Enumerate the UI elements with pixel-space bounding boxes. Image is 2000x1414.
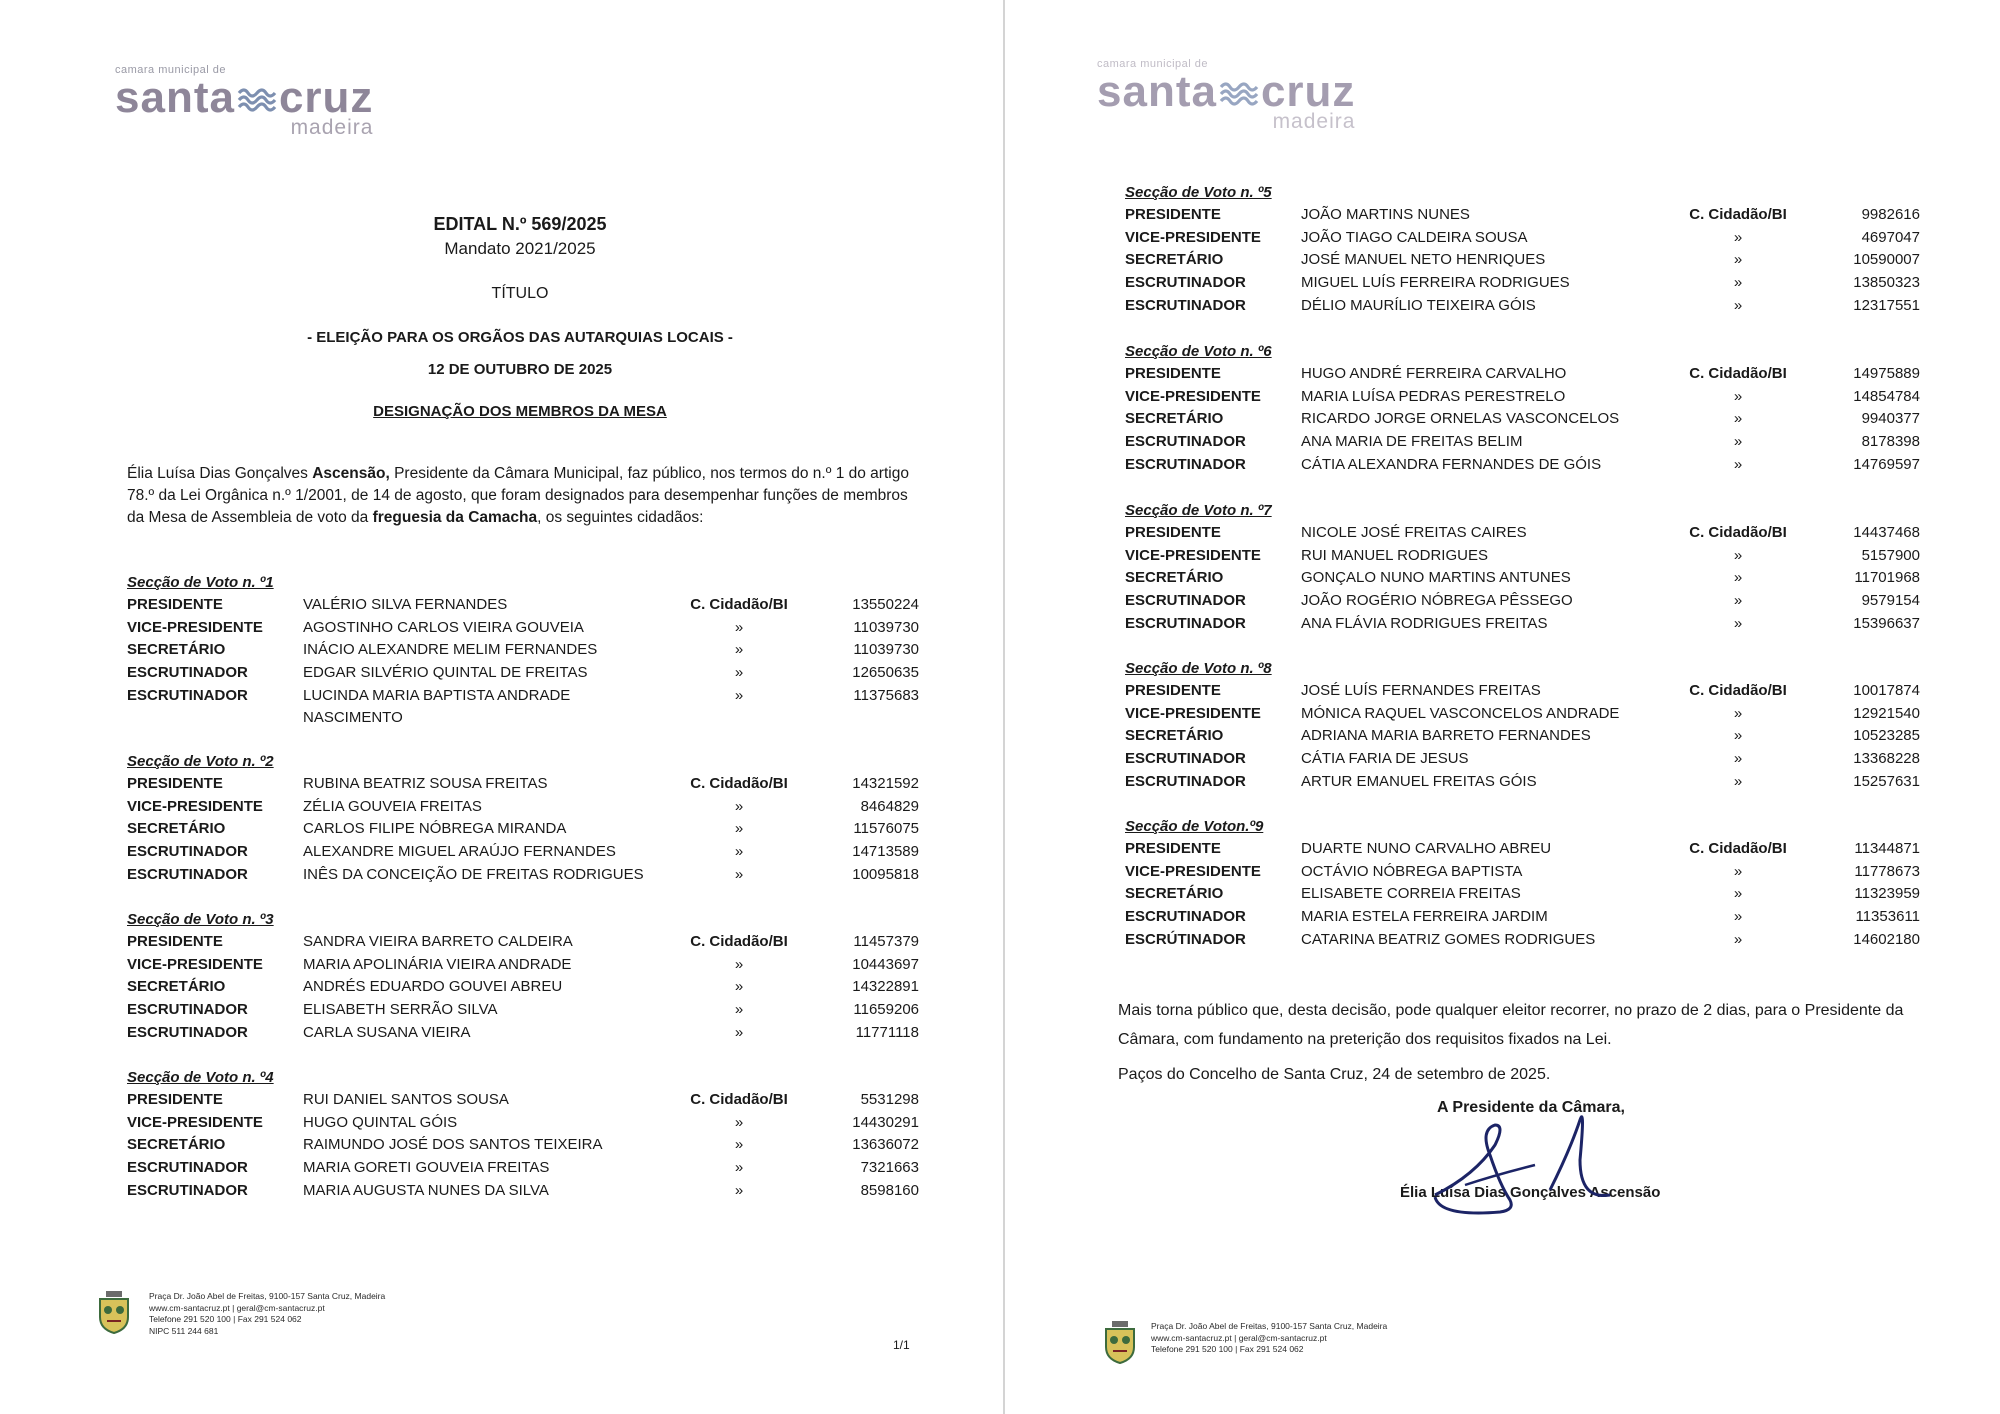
member-role: VICE-PRESIDENTE bbox=[127, 618, 263, 636]
logo-tagline: camara municipal de bbox=[1097, 58, 1208, 70]
footer-phone-fax: Telefone 291 520 100 | Fax 291 524 062 bbox=[149, 1314, 302, 1324]
member-role: PRESIDENTE bbox=[127, 1091, 223, 1108]
member-id-number: 11576075 bbox=[853, 820, 919, 838]
member-role: PRESIDENTE bbox=[127, 933, 223, 950]
member-doc-type: » bbox=[1733, 274, 1743, 292]
member-role: ESCRÚTINADOR bbox=[1125, 930, 1246, 948]
member-id-number: 10523285 bbox=[1853, 727, 1920, 745]
member-name: MARIA GORETI GOUVEIA FREITAS bbox=[303, 1159, 550, 1177]
member-row bbox=[127, 639, 919, 662]
member-name: ARTUR EMANUEL FREITAS GÓIS bbox=[1301, 772, 1537, 790]
member-id-number: 14430291 bbox=[852, 1113, 919, 1131]
member-role: PRESIDENTE bbox=[1125, 206, 1221, 223]
member-row bbox=[1125, 386, 1920, 409]
member-row bbox=[1125, 838, 1920, 861]
footer-web-email: www.cm-santacruz.pt | geral@cm-santacruz.pt bbox=[149, 1302, 325, 1313]
section-title: Secção de Voton.º9 bbox=[1125, 818, 1264, 835]
member-id-number: 13636072 bbox=[852, 1136, 919, 1154]
member-doc-type: » bbox=[1733, 862, 1743, 880]
intro-text-2: , os seguintes cidadãos: bbox=[537, 509, 704, 526]
member-role: ESCRUTINADOR bbox=[1125, 433, 1246, 451]
member-id-number: 14854784 bbox=[1853, 387, 1920, 405]
footer-phone-fax: Telefone 291 520 100 | Fax 291 524 062 bbox=[1151, 1344, 1304, 1354]
member-role: VICE-PRESIDENTE bbox=[1125, 546, 1261, 564]
member-id-number: 9579154 bbox=[1861, 592, 1920, 610]
member-role: ESCRUTINADOR bbox=[127, 1023, 248, 1041]
member-role: VICE-PRESIDENTE bbox=[1125, 704, 1261, 722]
member-role: PRESIDENTE bbox=[1125, 840, 1221, 857]
member-id-number: 7321663 bbox=[860, 1159, 919, 1177]
member-name: CATARINA BEATRIZ GOMES RODRIGUES bbox=[1301, 930, 1596, 948]
member-doc-type: » bbox=[1733, 908, 1743, 926]
member-id-number: 13850323 bbox=[1853, 274, 1920, 292]
member-id-number: 11771118 bbox=[855, 1023, 919, 1041]
member-doc-type: » bbox=[1733, 885, 1743, 903]
member-name: ANA FLÁVIA RODRIGUES FREITAS bbox=[1301, 614, 1548, 632]
member-role: SECRETÁRIO bbox=[1125, 251, 1224, 269]
member-role: SECRETÁRIO bbox=[127, 641, 226, 659]
member-name: OCTÁVIO NÓBREGA BAPTISTA bbox=[1301, 862, 1523, 880]
section-title: Secção de Voto n. º2 bbox=[127, 753, 274, 770]
member-row bbox=[127, 662, 919, 685]
member-row bbox=[1125, 408, 1920, 431]
member-id-number: 11701968 bbox=[1854, 569, 1920, 587]
logo-brand-left: santa bbox=[115, 73, 235, 122]
member-doc-type: C. Cidadão/BI bbox=[1689, 524, 1787, 541]
member-name: JOSÉ LUÍS FERNANDES FREITAS bbox=[1301, 682, 1541, 699]
member-id-number: 11039730 bbox=[853, 618, 919, 636]
member-id-number: 5531298 bbox=[860, 1091, 919, 1108]
member-doc-type: » bbox=[734, 1023, 744, 1041]
member-role: ESCRUTINADOR bbox=[1125, 274, 1246, 292]
section-title: Secção de Voto n. º8 bbox=[1125, 660, 1272, 677]
member-id-number: 5157900 bbox=[1861, 546, 1920, 564]
section-title: Secção de Voto n. º6 bbox=[1125, 343, 1272, 360]
member-doc-type: » bbox=[734, 618, 744, 636]
municipality-logo bbox=[115, 64, 373, 140]
member-row bbox=[127, 1157, 919, 1180]
member-row bbox=[1125, 861, 1920, 884]
member-id-number: 12921540 bbox=[1853, 704, 1920, 722]
intro-paragraph bbox=[127, 463, 927, 529]
member-id-number: 14321592 bbox=[852, 775, 919, 792]
member-doc-type: » bbox=[1733, 410, 1743, 428]
member-name: HUGO ANDRÉ FERREIRA CARVALHO bbox=[1301, 365, 1567, 382]
member-name: CARLOS FILIPE NÓBREGA MIRANDA bbox=[303, 820, 567, 838]
member-id-number: 11778673 bbox=[1854, 862, 1920, 880]
member-id-number: 11353611 bbox=[1855, 908, 1920, 926]
logo-brand-right: cruz bbox=[1260, 67, 1356, 116]
member-role: SECRETÁRIO bbox=[1125, 410, 1224, 428]
member-row bbox=[127, 773, 919, 796]
member-role: SECRETÁRIO bbox=[1125, 727, 1224, 745]
member-row bbox=[1125, 431, 1920, 454]
member-name: SANDRA VIEIRA BARRETO CALDEIRA bbox=[303, 933, 573, 950]
voting-section-2 bbox=[127, 751, 919, 886]
voting-section-5 bbox=[1125, 182, 1920, 317]
member-name: JOÃO TIAGO CALDEIRA SOUSA bbox=[1301, 228, 1528, 246]
member-doc-type: » bbox=[1733, 251, 1743, 269]
waves-icon bbox=[1219, 79, 1259, 109]
member-role: ESCRUTINADOR bbox=[127, 1181, 248, 1199]
member-name: JOÃO MARTINS NUNES bbox=[1301, 206, 1470, 223]
section-title: Secção de Voto n. º1 bbox=[127, 574, 274, 591]
member-role: SECRETÁRIO bbox=[127, 1136, 226, 1154]
member-doc-type: » bbox=[1733, 772, 1743, 790]
member-role: SECRETÁRIO bbox=[127, 820, 226, 838]
member-doc-type: C. Cidadão/BI bbox=[1689, 206, 1787, 223]
member-id-number: 11375683 bbox=[853, 686, 919, 704]
member-doc-type: C. Cidadão/BI bbox=[690, 596, 788, 613]
member-doc-type: » bbox=[1733, 727, 1743, 745]
member-name: DÉLIO MAURÍLIO TEIXEIRA GÓIS bbox=[1301, 296, 1536, 314]
section-title: Secção de Voto n. º7 bbox=[1125, 502, 1272, 519]
mandate: Mandato 2021/2025 bbox=[444, 239, 596, 258]
member-id-number: 13368228 bbox=[1853, 750, 1920, 768]
member-row bbox=[127, 594, 919, 617]
voting-section-8 bbox=[1125, 658, 1920, 793]
member-role: ESCRUTINADOR bbox=[1125, 296, 1246, 314]
election-date: 12 DE OUTUBRO DE 2025 bbox=[427, 361, 613, 378]
member-row bbox=[127, 796, 919, 819]
logo-region: madeira bbox=[1272, 110, 1356, 133]
member-doc-type: C. Cidadão/BI bbox=[690, 1091, 788, 1108]
member-id-number: 14322891 bbox=[852, 978, 919, 996]
member-name: INÁCIO ALEXANDRE MELIM FERNANDES bbox=[303, 641, 598, 659]
member-name: CÁTIA ALEXANDRA FERNANDES DE GÓIS bbox=[1301, 455, 1602, 473]
member-row bbox=[1125, 771, 1920, 794]
member-doc-type: » bbox=[734, 664, 744, 682]
member-doc-type: » bbox=[734, 865, 744, 883]
member-doc-type: » bbox=[734, 843, 744, 861]
member-role: ESCRUTINADOR bbox=[1125, 592, 1246, 610]
member-id-number: 14975889 bbox=[1853, 365, 1920, 382]
member-role: PRESIDENTE bbox=[1125, 524, 1221, 541]
member-name: CÁTIA FARIA DE JESUS bbox=[1301, 750, 1469, 768]
member-id-number: 8178398 bbox=[1861, 433, 1920, 451]
section-title: Secção de Voto n. º3 bbox=[127, 911, 274, 928]
member-name: AGOSTINHO CARLOS VIEIRA GOUVEIA bbox=[303, 618, 584, 636]
member-doc-type: C. Cidadão/BI bbox=[690, 775, 788, 792]
member-name: MARIA AUGUSTA NUNES DA SILVA bbox=[303, 1181, 549, 1199]
member-id-number: 11659206 bbox=[853, 1001, 919, 1019]
member-row bbox=[127, 1180, 919, 1203]
member-row bbox=[1125, 227, 1920, 250]
member-row bbox=[127, 931, 919, 954]
voting-section-9 bbox=[1125, 816, 1920, 951]
member-role: VICE-PRESIDENTE bbox=[127, 797, 263, 815]
member-name: ELISABETH SERRÃO SILVA bbox=[303, 1001, 498, 1019]
member-id-number: 11039730 bbox=[853, 641, 919, 659]
member-name: MARIA APOLINÁRIA VIEIRA ANDRADE bbox=[303, 955, 572, 973]
member-name: EDGAR SILVÉRIO QUINTAL DE FREITAS bbox=[303, 664, 588, 682]
member-role: ESCRUTINADOR bbox=[1125, 455, 1246, 473]
member-row bbox=[1125, 522, 1920, 545]
logo-brand-left: santa bbox=[1097, 67, 1217, 116]
waves-icon bbox=[237, 85, 277, 115]
member-name: NICOLE JOSÉ FREITAS CAIRES bbox=[1301, 524, 1527, 541]
member-id-number: 12317551 bbox=[1853, 296, 1920, 314]
member-doc-type: » bbox=[734, 1136, 744, 1154]
member-row bbox=[1125, 567, 1920, 590]
member-id-number: 15396637 bbox=[1853, 614, 1920, 632]
logo-brand-right: cruz bbox=[278, 73, 374, 122]
logo-tagline: camara municipal de bbox=[115, 64, 226, 76]
member-id-number: 4697047 bbox=[1861, 228, 1920, 246]
member-role: VICE-PRESIDENTE bbox=[1125, 862, 1261, 880]
member-id-number: 10590007 bbox=[1853, 251, 1920, 269]
edital-number: EDITAL N.º 569/2025 bbox=[433, 214, 607, 234]
member-id-number: 14602180 bbox=[1853, 930, 1920, 948]
member-doc-type: » bbox=[1733, 296, 1743, 314]
member-role: ESCRUTINADOR bbox=[127, 865, 248, 883]
member-role: VICE-PRESIDENTE bbox=[1125, 387, 1261, 405]
member-name: ELISABETE CORREIA FREITAS bbox=[1301, 885, 1521, 903]
member-row bbox=[127, 954, 919, 977]
intro-name-first: Élia Luísa Dias Gonçalves bbox=[127, 465, 313, 482]
member-row bbox=[1125, 929, 1920, 952]
member-doc-type: C. Cidadão/BI bbox=[1689, 840, 1787, 857]
member-role: PRESIDENTE bbox=[1125, 365, 1221, 382]
member-row bbox=[1125, 703, 1920, 726]
member-role: SECRETÁRIO bbox=[127, 978, 226, 996]
member-name: MIGUEL LUÍS FERREIRA RODRIGUES bbox=[1301, 274, 1570, 292]
member-name: MÓNICA RAQUEL VASCONCELOS ANDRADE bbox=[1301, 704, 1620, 722]
footer-contact bbox=[149, 1291, 385, 1337]
member-row bbox=[1125, 590, 1920, 613]
page-number: 1/1 bbox=[893, 1338, 910, 1352]
member-doc-type: » bbox=[1733, 387, 1743, 405]
member-row bbox=[1125, 680, 1920, 703]
member-id-number: 10443697 bbox=[852, 955, 919, 973]
designation-heading: DESIGNAÇÃO DOS MEMBROS DA MESA bbox=[373, 403, 667, 420]
document-header bbox=[300, 214, 740, 420]
member-name: GONÇALO NUNO MARTINS ANTUNES bbox=[1301, 569, 1571, 587]
member-id-number: 15257631 bbox=[1853, 772, 1920, 790]
member-row bbox=[127, 841, 919, 864]
closing-notice: Mais torna público que, desta decisão, pode qualquer eleitor recorrer, no prazo de 2 dias, para o Presidente da Câmara, com fundamento na preterição dos requisitos fixados na Lei. bbox=[1118, 1002, 1904, 1048]
member-id-number: 8598160 bbox=[860, 1181, 919, 1199]
member-role: SECRETÁRIO bbox=[1125, 569, 1224, 587]
member-role: ESCRUTINADOR bbox=[127, 686, 248, 704]
member-role: PRESIDENTE bbox=[127, 775, 223, 792]
member-doc-type: » bbox=[1733, 614, 1743, 632]
member-doc-type: » bbox=[734, 1181, 744, 1199]
voting-section-7 bbox=[1125, 500, 1920, 635]
member-row bbox=[1125, 454, 1920, 477]
member-role: ESCRUTINADOR bbox=[1125, 772, 1246, 790]
member-role: VICE-PRESIDENTE bbox=[127, 955, 263, 973]
member-doc-type: » bbox=[1733, 546, 1743, 564]
member-name: RUI MANUEL RODRIGUES bbox=[1301, 546, 1488, 564]
voting-section-6 bbox=[1125, 341, 1920, 476]
member-row bbox=[1125, 883, 1920, 906]
member-doc-type: » bbox=[1733, 569, 1743, 587]
member-id-number: 11344871 bbox=[1854, 840, 1920, 857]
member-row bbox=[127, 1089, 919, 1112]
member-doc-type: » bbox=[734, 1159, 744, 1177]
member-doc-type: » bbox=[1733, 704, 1743, 722]
member-id-number: 10095818 bbox=[852, 865, 919, 883]
member-row bbox=[1125, 204, 1920, 227]
member-id-number: 14713589 bbox=[852, 843, 919, 861]
member-name: VALÉRIO SILVA FERNANDES bbox=[303, 596, 508, 613]
member-row bbox=[1125, 363, 1920, 386]
member-id-number: 9982616 bbox=[1861, 206, 1920, 223]
member-name: ANDRÉS EDUARDO GOUVEI ABREU bbox=[303, 978, 563, 996]
member-id-number: 12650635 bbox=[852, 664, 919, 682]
member-name: LUCINDA MARIA BAPTISTA ANDRADE NASCIMENTO bbox=[303, 686, 571, 727]
member-name: JOSÉ MANUEL NETO HENRIQUES bbox=[1301, 251, 1546, 269]
member-row bbox=[1125, 249, 1920, 272]
member-doc-type: » bbox=[1733, 592, 1743, 610]
member-role: PRESIDENTE bbox=[1125, 682, 1221, 699]
municipality-logo-faded bbox=[1097, 58, 1355, 134]
member-doc-type: » bbox=[734, 797, 744, 815]
intro-text-1: Presidente da Câmara Municipal, faz público, nos termos do n.º 1 do artigo 78.º da Lei Orgânica n.º 1/2001, de 14 de agosto, que foram designados para desempenhar funções de membros da Mesa de Assembleia de voto da bbox=[127, 465, 909, 526]
section-title: Secção de Voto n. º5 bbox=[1125, 184, 1272, 201]
intro-freguesia: freguesia da Camacha bbox=[372, 509, 538, 526]
member-doc-type: » bbox=[1733, 455, 1743, 473]
member-row bbox=[1125, 295, 1920, 318]
member-name: MARIA LUÍSA PEDRAS PERESTRELO bbox=[1301, 387, 1566, 405]
member-row bbox=[127, 685, 919, 730]
member-id-number: 13550224 bbox=[852, 596, 919, 613]
member-doc-type: » bbox=[1733, 433, 1743, 451]
logo-region: madeira bbox=[290, 116, 374, 139]
member-row bbox=[1125, 545, 1920, 568]
crest-icon bbox=[96, 1290, 132, 1336]
member-id-number: 8464829 bbox=[860, 797, 919, 815]
member-name: ZÉLIA GOUVEIA FREITAS bbox=[303, 797, 482, 815]
voting-section-4 bbox=[127, 1067, 919, 1202]
member-role: ESCRUTINADOR bbox=[127, 664, 248, 682]
intro-name-bold: Ascensão, bbox=[312, 465, 390, 482]
member-role: ESCRUTINADOR bbox=[1125, 614, 1246, 632]
member-id-number: 14437468 bbox=[1853, 524, 1920, 541]
member-row bbox=[127, 864, 919, 887]
member-role: ESCRUTINADOR bbox=[127, 843, 248, 861]
member-id-number: 10017874 bbox=[1853, 682, 1920, 699]
member-row bbox=[127, 1022, 919, 1045]
election-heading: - ELEIÇÃO PARA OS ORGÃOS DAS AUTARQUIAS LOCAIS - bbox=[307, 329, 733, 346]
member-name: RUI DANIEL SANTOS SOUSA bbox=[303, 1091, 509, 1108]
member-row bbox=[1125, 748, 1920, 771]
member-row bbox=[1125, 272, 1920, 295]
member-doc-type: » bbox=[734, 978, 744, 996]
member-id-number: 9940377 bbox=[1861, 410, 1920, 428]
member-doc-type: » bbox=[734, 820, 744, 838]
member-name: RAIMUNDO JOSÉ DOS SANTOS TEIXEIRA bbox=[303, 1136, 603, 1154]
member-name: MARIA ESTELA FERREIRA JARDIM bbox=[1301, 908, 1548, 926]
member-doc-type: » bbox=[734, 955, 744, 973]
member-name: DUARTE NUNO CARVALHO ABREU bbox=[1301, 840, 1552, 857]
footer-address: Praça Dr. João Abel de Freitas, 9100-157 Santa Cruz, Madeira bbox=[1151, 1321, 1388, 1331]
crest-icon bbox=[1102, 1320, 1138, 1366]
closing-place-date: Paços do Concelho de Santa Cruz, 24 de setembro de 2025. bbox=[1118, 1066, 1551, 1083]
member-row bbox=[1125, 725, 1920, 748]
member-row bbox=[127, 999, 919, 1022]
member-role: ESCRUTINADOR bbox=[1125, 750, 1246, 768]
member-row bbox=[127, 976, 919, 999]
member-doc-type: C. Cidadão/BI bbox=[1689, 365, 1787, 382]
member-row bbox=[127, 617, 919, 640]
member-name: ANA MARIA DE FREITAS BELIM bbox=[1301, 433, 1523, 451]
member-role: ESCRUTINADOR bbox=[1125, 908, 1246, 926]
member-role: VICE-PRESIDENTE bbox=[127, 1113, 263, 1131]
member-name: RICARDO JORGE ORNELAS VASCONCELOS bbox=[1301, 410, 1620, 428]
title-label: TÍTULO bbox=[491, 285, 549, 302]
footer-web-email: www.cm-santacruz.pt | geral@cm-santacruz.pt bbox=[1151, 1332, 1327, 1343]
member-doc-type: C. Cidadão/BI bbox=[690, 933, 788, 950]
member-doc-type: » bbox=[734, 1001, 744, 1019]
member-doc-type: » bbox=[734, 641, 744, 659]
member-doc-type: » bbox=[1733, 930, 1743, 948]
member-row bbox=[1125, 906, 1920, 929]
footer-address: Praça Dr. João Abel de Freitas, 9100-157 Santa Cruz, Madeira bbox=[149, 1291, 386, 1301]
member-doc-type: » bbox=[1733, 228, 1743, 246]
page-divider bbox=[1003, 0, 1005, 1414]
member-name: INÊS DA CONCEIÇÃO DE FREITAS RODRIGUES bbox=[303, 865, 644, 883]
voting-section-1 bbox=[127, 572, 919, 730]
member-name: JOÃO ROGÉRIO NÓBREGA PÊSSEGO bbox=[1301, 592, 1573, 610]
member-role: SECRETÁRIO bbox=[1125, 885, 1224, 903]
member-row bbox=[127, 1112, 919, 1135]
footer-contact bbox=[1151, 1321, 1387, 1356]
member-row bbox=[127, 1134, 919, 1157]
member-doc-type: » bbox=[734, 686, 744, 704]
member-role: ESCRUTINADOR bbox=[127, 1001, 248, 1019]
member-row bbox=[1125, 613, 1920, 636]
member-name: RUBINA BEATRIZ SOUSA FREITAS bbox=[303, 775, 548, 792]
member-role: PRESIDENTE bbox=[127, 596, 223, 613]
member-doc-type: » bbox=[734, 1113, 744, 1131]
member-role: VICE-PRESIDENTE bbox=[1125, 228, 1261, 246]
member-id-number: 11323959 bbox=[1854, 885, 1920, 903]
member-name: ALEXANDRE MIGUEL ARAÚJO FERNANDES bbox=[303, 843, 616, 861]
voting-section-3 bbox=[127, 909, 919, 1044]
member-name: CARLA SUSANA VIEIRA bbox=[303, 1023, 471, 1041]
section-title: Secção de Voto n. º4 bbox=[127, 1069, 274, 1086]
signatory-name: Élia Luísa Dias Gonçalves Ascensão bbox=[1400, 1184, 1661, 1201]
handwritten-signature bbox=[1420, 1110, 1700, 1220]
member-role: ESCRUTINADOR bbox=[127, 1159, 248, 1177]
member-name: ADRIANA MARIA BARRETO FERNANDES bbox=[1301, 727, 1591, 745]
member-row bbox=[127, 818, 919, 841]
member-id-number: 14769597 bbox=[1853, 455, 1920, 473]
footer-nipc: NIPC 511 244 681 bbox=[149, 1325, 219, 1336]
member-id-number: 11457379 bbox=[853, 933, 919, 950]
member-doc-type: C. Cidadão/BI bbox=[1689, 682, 1787, 699]
member-doc-type: » bbox=[1733, 750, 1743, 768]
signature-title: A Presidente da Câmara, bbox=[1437, 1099, 1625, 1116]
member-name: HUGO QUINTAL GÓIS bbox=[303, 1113, 458, 1131]
